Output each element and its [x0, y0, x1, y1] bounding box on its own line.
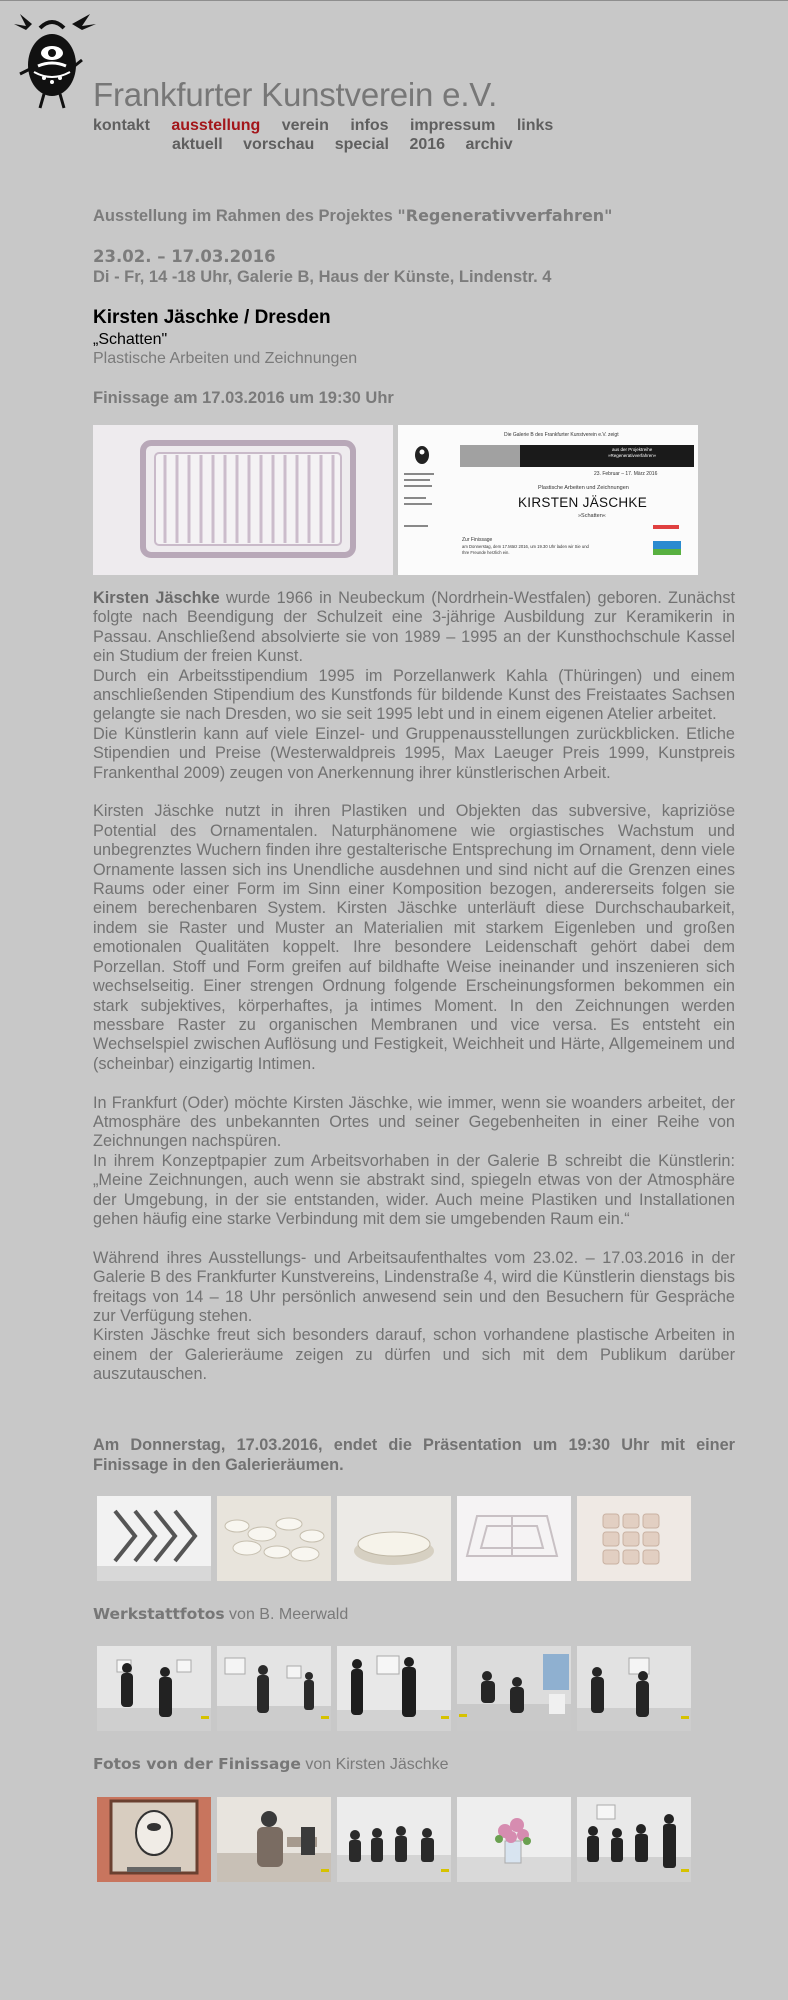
- exhibition-title: „Schatten": [93, 331, 168, 348]
- bio-paragraph: Während ihres Ausstellungs- und Arbeitsaufenthaltes vom 23.02. – 17.03.2016 in der Galerie B des Frankfurter Kunstvereins, Lindenstraße 4, wird die Künstlerin dienstags bis freitags von 14 – 18 Uhr persönlich anwesend sein und den Besuchern für Gespräche zur Verfügung stehen.: [93, 1248, 735, 1325]
- logo-figure-icon: [12, 10, 96, 110]
- subnav-vorschau[interactable]: vorschau: [243, 136, 315, 153]
- gallery-thumbnail[interactable]: [577, 1496, 691, 1581]
- gallery-thumbnail[interactable]: [97, 1646, 211, 1731]
- flyer-dates: 23. Februar – 17. März 2016: [594, 471, 658, 477]
- flyer-artist: KIRSTEN JÄSCHKE: [518, 495, 648, 510]
- gallery-thumbnail[interactable]: [457, 1496, 571, 1581]
- nav-ausstellung[interactable]: ausstellung: [171, 117, 261, 134]
- sub-nav: [172, 136, 529, 154]
- nav-kontakt[interactable]: kontakt: [93, 117, 150, 134]
- artist-biography: [93, 589, 735, 1385]
- gallery-thumbnail[interactable]: [217, 1797, 331, 1882]
- site-title[interactable]: Frankfurter Kunstverein e.V.: [93, 76, 498, 113]
- gallery-thumbnail[interactable]: [337, 1646, 451, 1731]
- flyer-logo-icon: [415, 446, 429, 464]
- gallery-thumbnail[interactable]: [577, 1646, 691, 1731]
- finissage-gallery-heading: Fotos von der Finissage von Kirsten Jäschke: [93, 1755, 449, 1773]
- main-nav: [93, 117, 570, 135]
- bio-paragraph: Kirsten Jäschke freut sich besonders darauf, schon vorhandene plastische Arbeiten in einem der Galerieräume zeigen zu dürfen und sich mit dem Publikum darüber auszutauschen.: [93, 1326, 735, 1384]
- exhibition-dates: 23.02. – 17.03.2016: [93, 247, 276, 266]
- gallery-thumbnail[interactable]: [337, 1496, 451, 1581]
- project-heading: Ausstellung im Rahmen des Projektes "Regenerativverfahren": [93, 206, 613, 225]
- flyer-title: »Schatten«: [578, 513, 606, 519]
- finissage-gallery: [97, 1797, 697, 1882]
- artwork-image[interactable]: [93, 425, 393, 575]
- finissage-announcement: Finissage am 17.03.2016 um 19:30 Uhr: [93, 389, 394, 407]
- top-border: [0, 0, 788, 1]
- flyer-org-line: Die Galerie B des Frankfurter Kunstverein e.V. zeigt: [504, 432, 619, 438]
- closing-announcement: Am Donnerstag, 17.03.2016, endet die Präsentation um 19:30 Uhr mit einer Finissage in den Galerieräumen.: [93, 1436, 735, 1474]
- artwork-gallery: [97, 1496, 697, 1581]
- gallery-thumbnail[interactable]: [97, 1797, 211, 1882]
- gallery-thumbnail[interactable]: [457, 1646, 571, 1731]
- flyer-finissage-text: am Donnerstag, dem 17.März 2016, um 19.30 Uhr laden wir Sie und Ihre Freunde herzlich ein.: [462, 544, 589, 555]
- subnav-special[interactable]: special: [334, 136, 389, 153]
- nav-infos[interactable]: infos: [350, 117, 389, 134]
- bio-artist-name: Kirsten Jäschke: [93, 589, 220, 607]
- subnav-aktuell[interactable]: aktuell: [172, 136, 223, 153]
- flyer-project-line: aus der Projektreihe »Regenerativverfahren«: [608, 447, 657, 458]
- workshop-gallery-heading: Werkstattfotos von B. Meerwald: [93, 1605, 349, 1623]
- bio-paragraph: In Frankfurt (Oder) möchte Kirsten Jäschke, wie immer, wenn sie woanders arbeitet, der Atmosphäre des unbekannten Ortes und seiner Gegebenheiten in einer Reihe von Zeichnungen nachspüren.: [93, 1093, 735, 1151]
- artist-name: Kirsten Jäschke / Dresden: [93, 307, 331, 328]
- bio-paragraph: In ihrem Konzeptpapier zum Arbeitsvorhaben in der Galerie B schreibt die Künstlerin: „Meine Zeichnungen, auch wenn sie abstrakt sind, spiegeln etwas von der Atmosphäre der Umgebung, in der sie entstanden, wider. Auch meine Plastiken und Installationen gehen häufig eine starke Verbindung mit dem sie umgebenden Raum ein.“: [93, 1151, 735, 1228]
- opening-hours: Di - Fr, 14 -18 Uhr, Galerie B, Haus der Künste, Lindenstr. 4: [93, 268, 552, 286]
- gallery-thumbnail[interactable]: [97, 1496, 211, 1581]
- bio-paragraph: Die Künstlerin kann auf viele Einzel- und Gruppenausstellungen zurückblicken. Etliche Stipendien und Preise (Westerwaldpreis 1995, Max Laeuger Preis 1999, Kunstpreis Frankenthal 2009) zeugen von Anerkennung ihrer künstlerischen Arbeit.: [93, 724, 735, 782]
- exhibition-subtitle: Plastische Arbeiten und Zeichnungen: [93, 350, 358, 367]
- subnav-archiv[interactable]: archiv: [465, 136, 513, 153]
- gallery-thumbnail[interactable]: [457, 1797, 571, 1882]
- bio-paragraph: Kirsten Jäschke wurde 1966 in Neubeckum (Nordrhein-Westfalen) geboren. Zunächst folgte nach Beendigung der Schulzeit eine 3-jährige Ausbildung zur Keramikerin in Passau. Anschließend absolvierte sie von 1989 – 1995 an der Kunsthochschule Kassel ein Studium der freien Kunst.: [93, 589, 735, 666]
- workshop-gallery: [97, 1646, 697, 1731]
- exhibition-flyer[interactable]: [398, 425, 698, 575]
- kunstverein-logo[interactable]: [12, 10, 96, 110]
- bio-paragraph: Durch ein Arbeitsstipendium 1995 im Porzellanwerk Kahla (Thüringen) und einem anschließenden Stipendium des Kunstfonds für bildende Kunst des Freistaates Sachsen gelangte sie nach Dresden, wo sie seit 1995 lebt und in einem eigenen Atelier arbeitet.: [93, 666, 735, 724]
- project-name: "Regenerativverfahren": [397, 206, 613, 225]
- gallery-thumbnail[interactable]: [577, 1797, 691, 1882]
- bio-paragraph: Kirsten Jäschke nutzt in ihren Plastiken und Objekten das subversive, kapriziöse Potential des Ornamentalen. Naturphänomene wie orgiastisches Wachstum und unbegrenztes Wuchern finden ihre gestalterische Entsprechung im Ornament, denn viele Ornamente lassen sich ins Unendliche ausdehnen und sind nicht auf die Grenzen eines Raums oder einer Form im Sinn einer Komposition bezogen, andererseits folgen sie einem berechenbaren System. Kirsten Jäschke unterläuft diese Durchschaubarkeit, indem sie Raster und Muster an Materialien mit starkem Eigenleben und großen emotionalen Qualitäten koppelt. Ihre besondere Leidenschaft gehört dabei dem Porzellan. Stoff und Form greifen auf bildhafte Weise ineinander und inszenieren sich wechselseitig. Einer strengen Ordnung folgende Erscheinungsformen bekommen ein stark subjektives, körperhaftes, ja intimes Moment. In den Zeichnungen werden messbare Raster zu organischen Membranen und vice versa. Es entsteht ein Wechselspiel zwischen Auflösung und Festigkeit, Weichheit und Härte, Allgemeinem und (scheinbar) einzigartig Intimen.: [93, 802, 735, 1073]
- gallery-thumbnail[interactable]: [217, 1496, 331, 1581]
- gallery-thumbnail[interactable]: [337, 1797, 451, 1882]
- subnav-2016[interactable]: 2016: [409, 136, 446, 153]
- nav-verein[interactable]: verein: [281, 117, 329, 134]
- flyer-subtitle: Plastische Arbeiten und Zeichnungen: [538, 485, 629, 491]
- gallery-thumbnail[interactable]: [217, 1646, 331, 1731]
- flyer-finissage-label: Zur Finissage: [462, 537, 493, 543]
- nav-impressum[interactable]: impressum: [409, 117, 496, 134]
- nav-links[interactable]: links: [516, 117, 554, 134]
